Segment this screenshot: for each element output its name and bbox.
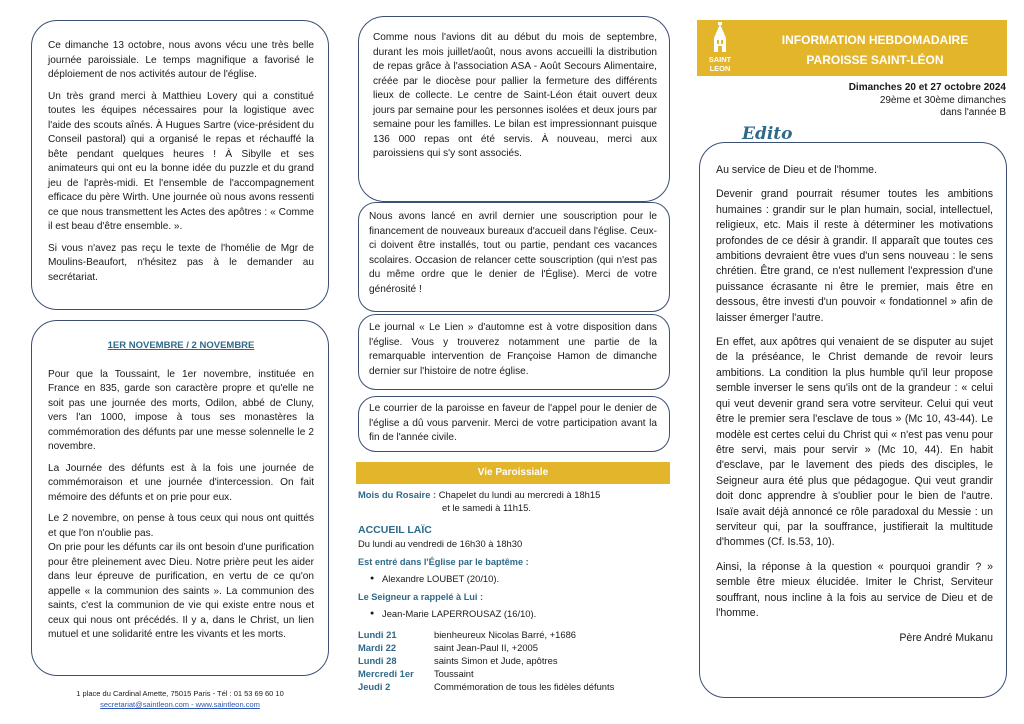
calendar-day: Jeudi 2 bbox=[358, 681, 391, 692]
merci-intro: Ce dimanche 13 octobre, nous avons vécu une très belle journée paroissiale. Le temps magnifique a favorisé le déploiement de nos activités autour de l'église. bbox=[48, 40, 314, 80]
calendar-text: bienheureux Nicolas Barré, +1686 bbox=[434, 629, 577, 640]
edito-p2: Devenir grand pourrait résumer toutes les ambitions humaines : grandir sur le plan humain, social, intellectuel, religieux, etc. Mais il reste à déterminer les motivations profondes de ce désir à grandir. Il apparaît que toutes ces ambitions devraient être vues d'un sens nouveau : le sens chrétien. Être grand, ce n'est nullement l'expression d'une puissance écrasante ni être le premier, mais être en dessous, être investi d'un pouvoir « fondationnel » afin de laisser émerger l'autre. bbox=[716, 188, 993, 324]
calendar-row bbox=[358, 654, 670, 667]
rosaire-label: Mois du Rosaire : bbox=[358, 489, 437, 500]
toussaint-p1: Pour que la Toussaint, le 1er novembre, instituée en France en 835, garde son caractère propre et qu'elle ne soit pas une journée des morts, Odilon, abbé de Cluny, vers l'an 1000, impose à tous ses monastères la commémoration des défunts par une messe solennelle le 2 novembre. bbox=[48, 368, 314, 452]
svg-text:LEON: LEON bbox=[709, 64, 731, 73]
calendar-text: saints Simon et Jude, apôtres bbox=[434, 655, 558, 666]
vie-paroissiale-header: Vie Paroissiale bbox=[356, 462, 670, 484]
banner-title bbox=[747, 30, 1003, 70]
souscription-text: Nous avons lancé en avril dernier une souscription pour le financement de nouveaux bureaux d'accueil dans l'église. Ceux-ci doivent être installés, tout ou partie, pendant ces vacances scolaires. Occasion de relancer cette souscription (qui n'est pas du même ordre que le denier de l'Église). Merci de votre générosité ! bbox=[369, 211, 657, 295]
deceased-name: ● Jean-Marie LAPERROUSAZ (16/10). bbox=[358, 607, 670, 620]
edito-p4: Ainsi, la réponse à la question « pourquoi grandir ? » semble être mieux élucidée. Imiter le Christ, Serviteur souffrant, nous incline à la fois au service de Dieu et de l'homme. bbox=[716, 560, 993, 619]
footer bbox=[31, 688, 329, 710]
rosaire-text: Chapelet du lundi au mercredi à 18h15 bbox=[438, 489, 601, 500]
vie-paroissiale bbox=[358, 488, 670, 693]
calendar-list bbox=[358, 628, 670, 693]
toussaint-p4: On prie pour les défunts car ils ont besoin d'une purification pour être pleinement avec Dieu. Notre prière peut les aider dans leur épreuve de purification, en vertu de ce qu'on appelle « la communion des saints ». La communion des saints, c'est la communion de vie qui existe entre nous et ceux qui nous ont précédés. Il y a, dans le Christ, un lien mutuel et une solidarité entre les vivants et les morts. bbox=[48, 542, 314, 640]
issue-dates-line2: 29ème et 30ème dimanches bbox=[879, 94, 1006, 106]
footer-links[interactable]: secretariat@saintleon.com - www.saintleon.com bbox=[100, 700, 260, 709]
baptism-title: Est entré dans l'Église par le baptême : bbox=[358, 557, 529, 567]
calendar-day: Lundi 21 bbox=[358, 629, 397, 640]
accueil-hours: Du lundi au vendredi de 16h30 à 18h30 bbox=[358, 538, 523, 549]
calendar-row bbox=[358, 628, 670, 641]
asa-article bbox=[358, 16, 670, 202]
calendar-text: Toussaint bbox=[434, 668, 474, 679]
calendar-text: saint Jean-Paul II, +2005 bbox=[434, 642, 538, 653]
denier-article bbox=[358, 396, 670, 452]
accueil-title: ACCUEIL LAÏC bbox=[358, 524, 432, 536]
banner-title-line2: PAROISSE SAINT-LÉON bbox=[806, 53, 944, 67]
merci-article bbox=[31, 20, 329, 310]
rosaire-line bbox=[358, 488, 670, 501]
lien-article bbox=[358, 314, 670, 390]
edito-p3: En effet, aux apôtres qui venaient de se disputer au sujet de la préséance, le Christ demande de revoir leurs ambitions. La condition la plus humble qu'il leur propose semble inverser le sens qu'ils ont de la grandeur : « celui qui veut devenir grand sera votre serviteur. Celui qui veut être le premier sera l'esclave de tous » (Mc 10, 43-44). Le modèle est certes celui du Christ qui « n'est pas venu pour être servi, mais pour servir » (Mc 10, 44). En habit d'esclave, par le lavement des pieds des disciples, le Seigneur aura été plus que pédagogue. Qui veut grandir doit donc apprendre à s'oublier pour le bien de l'autre. Isaïe avait déjà annoncé ce rôle paradoxal du Messie : un serviteur qui, par la souffrance, justifierait la multitude d'hommes (Cf. Is.53, 10). bbox=[716, 336, 993, 549]
toussaint-article bbox=[31, 320, 329, 676]
baptism-name: ● Alexandre LOUBET (20/10). bbox=[358, 572, 670, 585]
calendar-row bbox=[358, 641, 670, 654]
toussaint-p2: La Journée des défunts est à la fois une journée de commémoraison et une journée d'intercession. On fait mémoire des défunts et on prie pour eux. bbox=[48, 462, 314, 503]
asa-text: Comme nous l'avions dit au début du mois de septembre, durant les mois juillet/août, nous avons accueilli la distribution de repas grâce à l'association ASA - Août Secours Alimentaire, créée par le diocèse pour pallier la fermeture des différents lieux de collecte. Le centre de Saint-Léon était ouvert deux jours par semaine pour les personnes isolées et deux jours par semaine pour les familles. Le bilan est impressionnant puisque 136 000 repas ont été servis. À nouveau, merci aux paroissiens qui s'y sont associés. bbox=[373, 32, 657, 159]
church-logo-icon bbox=[705, 22, 735, 74]
edito-label: Edito bbox=[742, 124, 793, 144]
banner-title-line1: INFORMATION HEBDOMADAIRE bbox=[781, 33, 969, 47]
rosaire-text-2: et le samedi à 11h15. bbox=[442, 502, 531, 513]
merci-homily: Si vous n'avez pas reçu le texte de l'homélie de Mgr de Moulins-Beaufort, n'hésitez pas à le demander au secrétariat. bbox=[48, 242, 314, 283]
lien-text: Le journal « Le Lien » d'automne est à votre disposition dans l'église. Vous y trouverez notamment une partie de la remarquable intervention de Françoise Hamon de dimanche dernier sur l'histoire de notre église. bbox=[369, 322, 657, 377]
footer-address: 1 place du Cardinal Amette, 75015 Paris - Tél : 01 53 69 60 10 bbox=[76, 689, 284, 698]
calendar-row bbox=[358, 680, 670, 693]
merci-thanks: Un très grand merci à Matthieu Lovery qui a constitué toutes les équipes nécessaires pour la logistique avec l'aide des scouts aînés. À Hugues Sartre (vice-président du Conseil pastoral) qui a organisé le repas et réchauffé la bête pendant quelques heures ! À Sibylle et ses animateurs qui ont eu la bonne idée du puzzle et du grand jeu de l'après-midi. Et l'ensemble de l'accompagnement efficace du père Wirth. Une journée où nous avons ressenti ce que nous transmettent les Actes des apôtres : « Comme il est beau d'être ensemble. ». bbox=[48, 90, 314, 232]
issue-dates-line1: Dimanches 20 et 27 octobre 2024 bbox=[848, 82, 1006, 93]
calendar-day: Lundi 28 bbox=[358, 655, 397, 666]
edito-p1: Au service de Dieu et de l'homme. bbox=[716, 164, 878, 176]
calendar-day: Mardi 22 bbox=[358, 642, 397, 653]
svg-text:SAINT: SAINT bbox=[708, 55, 732, 64]
calendar-row bbox=[358, 667, 670, 680]
edito-signature: Père André Mukanu bbox=[899, 632, 993, 645]
toussaint-title: 1ER NOVEMBRE / 2 NOVEMBRE bbox=[107, 340, 255, 351]
toussaint-p3: Le 2 novembre, on pense à tous ceux qui nous ont quittés et que l'on n'oublie pas. bbox=[48, 513, 314, 539]
denier-text: Le courrier de la paroisse en faveur de l'appel pour le denier de l'église a dû vous parvenir. Merci de votre participation avant la fin de l'année civile. bbox=[369, 403, 657, 443]
deceased-title: Le Seigneur a rappelé à Lui : bbox=[358, 592, 484, 602]
edito-article bbox=[699, 142, 1007, 698]
souscription-article bbox=[358, 202, 670, 312]
issue-dates-line3: dans l'année B bbox=[940, 107, 1006, 118]
calendar-day: Mercredi 1er bbox=[358, 668, 414, 679]
header-banner bbox=[697, 20, 1007, 76]
issue-dates bbox=[849, 82, 1006, 120]
calendar-text: Commémoration de tous les fidèles défunts bbox=[434, 681, 615, 692]
